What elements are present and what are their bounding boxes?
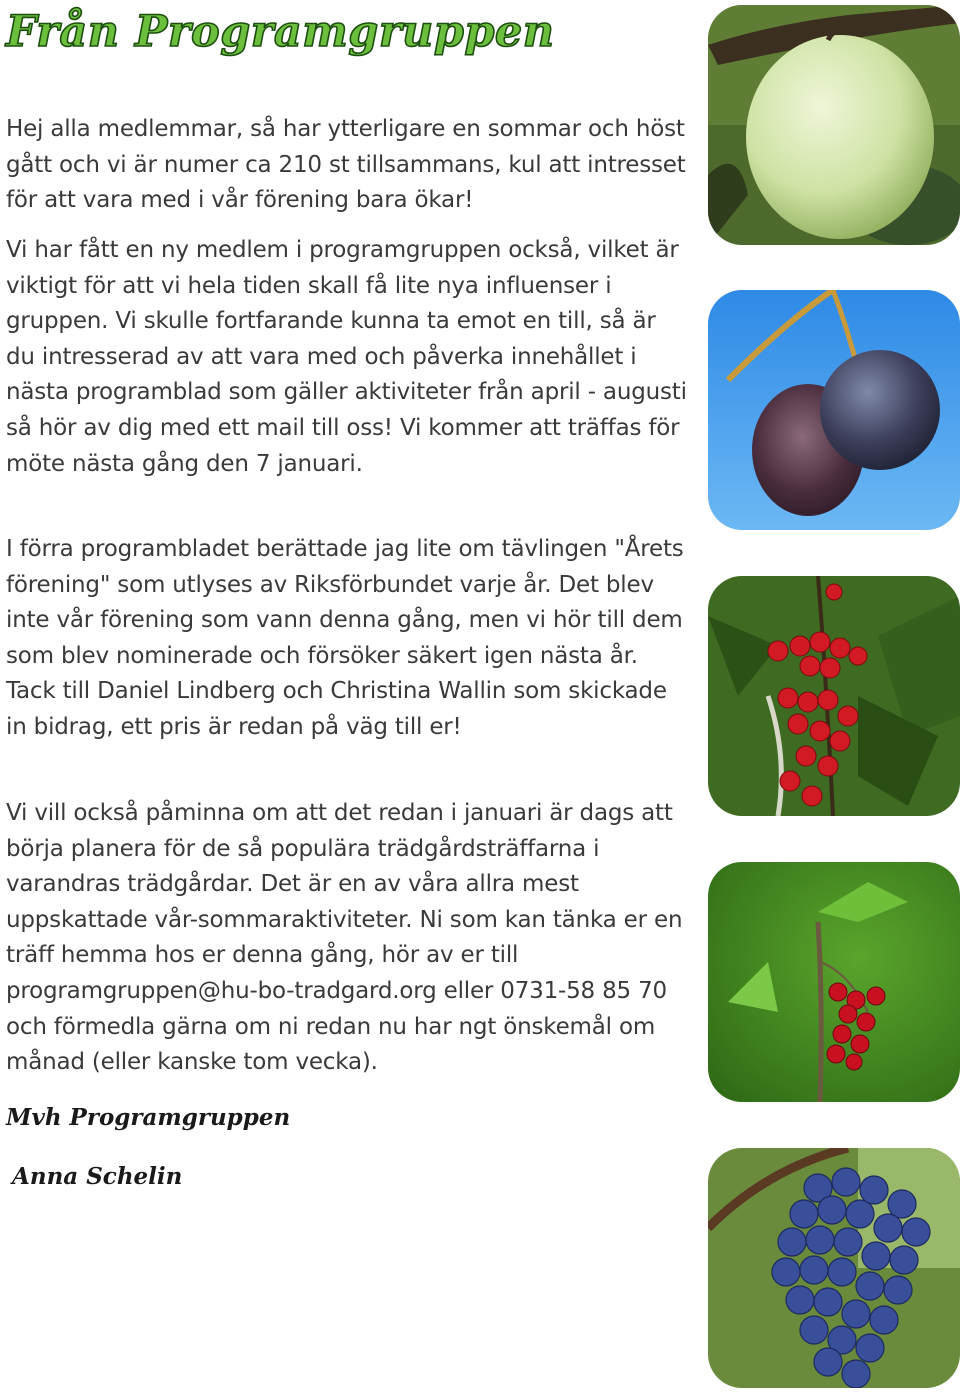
holly-berry-photo [708,576,960,816]
paragraph-competition: I förra programbladet berättade jag lite om tävlingen "Årets förening" som utlyses av Riksförbundet varje år. Det blev inte vår förening som vann denna gång, men vi hör till dem som blev nominerade och försöker säkert igen nästa år. Tack till Daniel Lindberg och Christina Wallin som skickade in bidrag, ett pris är redan på väg till er! [6,536,684,740]
signature-greeting: Mvh Programgruppen [6,1104,291,1131]
signature-name: Anna Schelin [12,1163,183,1190]
apple-photo [708,5,960,245]
paragraph-new-member: Vi har fått en ny medlem i programgruppen också, vilket är viktigt för att vi hela tiden skall få lite nya influenser i gruppen. Vi skulle fortfarande kunna ta emot en till, så är du intresserad av att vara med och påverka innehållet i nästa programblad som gäller aktiviteter från april - augusti så hör av dig med ett mail till oss! Vi kommer att träffas för möte nästa gång den 7 januari. [6,237,687,477]
plum-photo [708,290,960,530]
grape-photo [708,1148,960,1388]
paragraph-garden-meetings: Vi vill också påminna om att det redan i januari är dags att börja planera för de så populära trädgårdsträffarna i varandras trädgårdar. Det är en av våra allra mest uppskattade vår-sommaraktiviteter. Ni som kan tänka er en träff hemma hos er denna gång, hör av er till programgruppen@hu-bo-tradgard.org eller 0731-58 85 70 och förmedla gärna om ni redan nu har ngt önskemål om månad (eller kanske tom vecka). [6,800,683,1076]
page-title: Från Programgruppen [6,7,555,57]
paragraph-greeting: Hej alla medlemmar, så har ytterligare en sommar och höst gått och vi är numer ca 210 st tillsammans, kul att intresset för att vara med i vår förening bara ökar! [6,116,686,214]
currant-photo [708,862,960,1102]
